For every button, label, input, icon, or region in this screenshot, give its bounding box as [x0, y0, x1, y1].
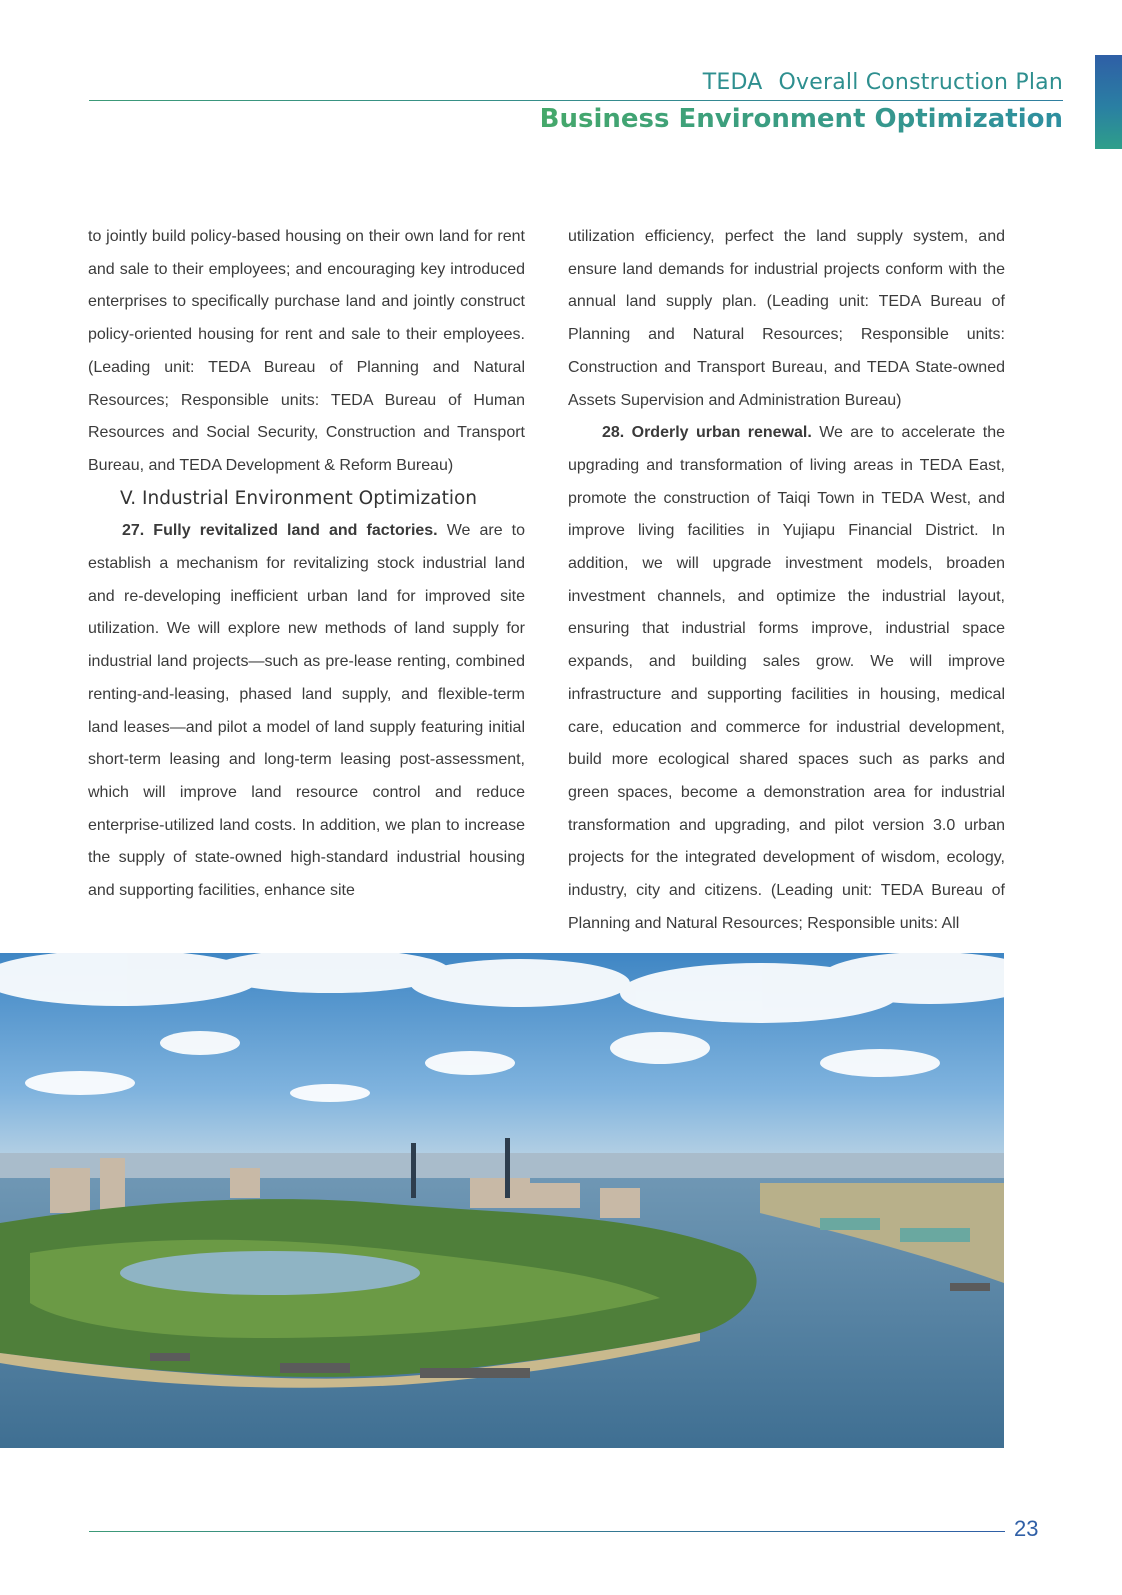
header-org: TEDA	[702, 70, 763, 95]
item-27-paragraph	[88, 515, 525, 907]
item-28-body: We are to accelerate the upgrading and transformation of living areas in TEDA East, promote the construction of Taiqi Town in TEDA West, and improve living facilities in Yujiapu Financial District. In addition, we will upgrade investment models, broaden investment channels, and optimize the industrial layout, ensuring that industrial forms improve, industrial space expands, and building sales grow. We will improve infrastructure and supporting facilities in housing, medical care, education and commerce for industrial development, build more ecological shared spaces such as parks and green spaces, become a demonstration area for industrial transformation and upgrading, and pilot version 3.0 urban projects for the integrated development of wisdom, ecology, industry, city and citizens. (Leading unit: TEDA Bureau of Planning and Natural Resources; Responsible units: All	[568, 424, 1006, 932]
section-heading: Business Environment Optimization	[539, 104, 1063, 134]
footer-rule	[89, 1531, 1005, 1532]
item-27-body: We are to establish a mechanism for revitalizing stock industrial land and re-developing inefficient urban land for improved site utilization. We will explore new methods of land supply for industrial land projects—such as pre-lease renting, combined renting-and-leasing, phased land supply, and flexible-term land leases—and pilot a model of land supply featuring initial short-term leasing and long-term leasing post-assessment, which will improve land resource control and reduce enterprise-utilized land costs. In addition, we plan to increase the supply of state-owned high-standard industrial housing and supporting facilities, enhance site	[88, 522, 525, 900]
item-28-paragraph	[568, 417, 1005, 940]
left-column	[88, 221, 525, 908]
aerial-city-photo	[0, 953, 1004, 1448]
right-column	[568, 221, 1005, 940]
right-paragraph-continued: utilization efficiency, perfect the land supply system, and ensure land demands for industrial projects conform with the annual land supply plan. (Leading unit: TEDA Bureau of Planning and Natural Resources; Responsible units: Construction and Transport Bureau, and TEDA State-owned Assets Supervision and Administration Bureau)	[568, 228, 1005, 409]
header-plan: Overall Construction Plan	[778, 70, 1063, 95]
running-header	[703, 70, 1063, 95]
header-rule	[89, 100, 1063, 101]
item-28-lead: 28. Orderly urban renewal.	[602, 424, 812, 442]
item-27-lead: 27. Fully revitalized land and factories.	[122, 522, 438, 540]
left-paragraph-continued: to jointly build policy-based housing on their own land for rent and sale to their employees; and encouraging key introduced enterprises to specifically purchase land and jointly construct policy-oriented housing for rent and sale to their employees. (Leading unit: TEDA Bureau of Planning and Natural Resources; Responsible units: TEDA Bureau of Human Resources and Social Security, Construction and Transport Bureau, and TEDA Development & Reform Bureau)	[88, 228, 525, 474]
subsection-title: V. Industrial Environment Optimization	[120, 487, 478, 509]
side-color-tab	[1095, 55, 1122, 149]
page-number: 23	[1014, 1516, 1039, 1541]
